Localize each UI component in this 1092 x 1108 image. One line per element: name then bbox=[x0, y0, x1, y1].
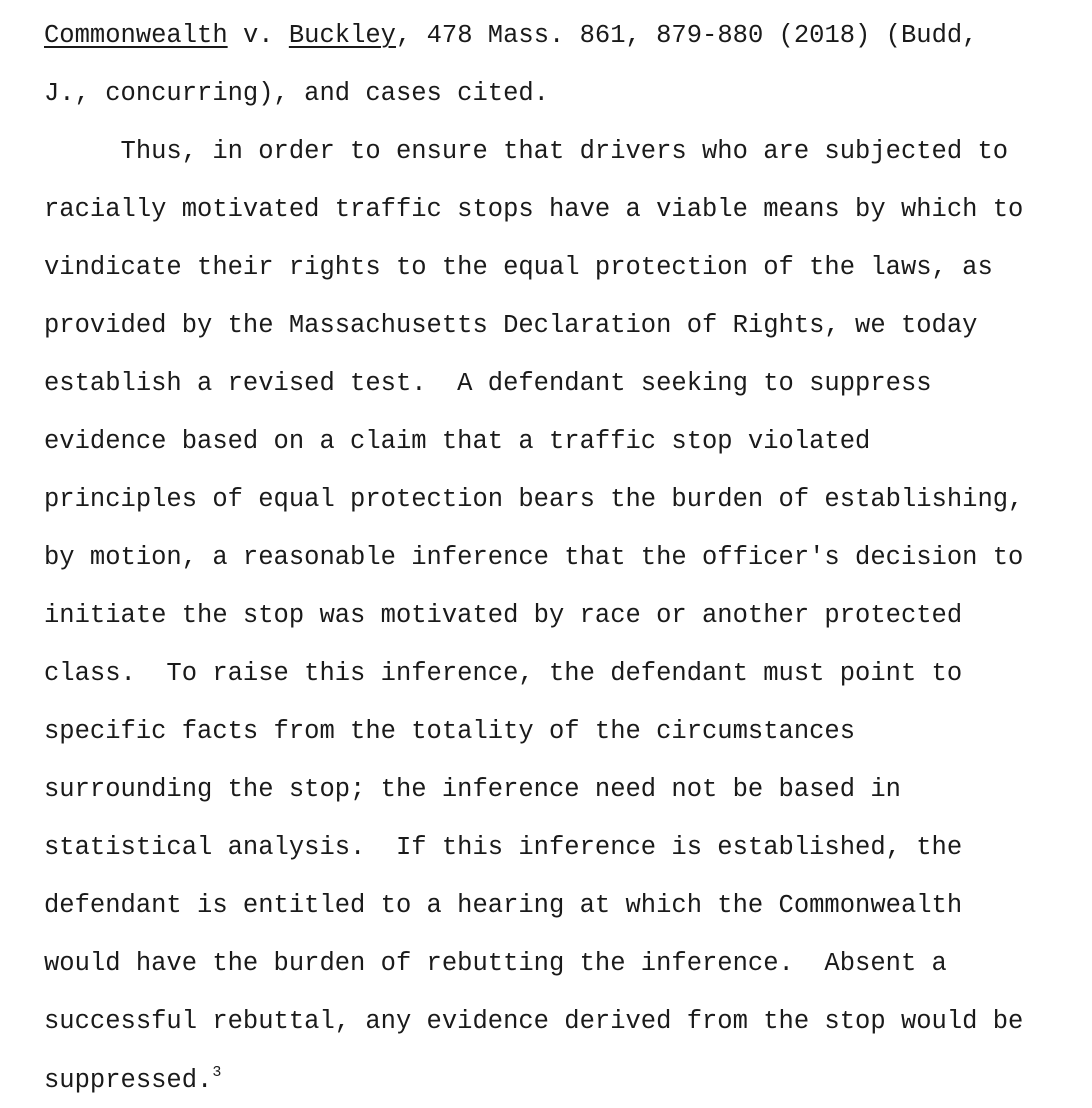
case-name-commonwealth: Commonwealth bbox=[44, 21, 228, 50]
paragraph-line: establish a revised test. A defendant seeking to suppress bbox=[44, 369, 932, 398]
paragraph-line: initiate the stop was motivated by race or another protected bbox=[44, 601, 963, 630]
paragraph-line: class. To raise this inference, the defendant must point to bbox=[44, 659, 963, 688]
citation-versus: v. bbox=[227, 21, 289, 50]
paragraph-line: successful rebuttal, any evidence derived from the stop would be bbox=[44, 1007, 1024, 1036]
paragraph-line: defendant is entitled to a hearing at which the Commonwealth bbox=[44, 891, 963, 920]
paragraph-line: principles of equal protection bears the burden of establishing, bbox=[44, 485, 1024, 514]
paragraph-line: vindicate their rights to the equal protection of the laws, as bbox=[44, 253, 993, 282]
paragraph-line: racially motivated traffic stops have a viable means by which to bbox=[44, 195, 1024, 224]
paragraph-line: by motion, a reasonable inference that the officer's decision to bbox=[44, 543, 1024, 572]
paragraph-last-line bbox=[44, 1066, 221, 1096]
footnote-marker[interactable]: 3 bbox=[212, 1064, 222, 1081]
citation-line-1 bbox=[44, 21, 977, 51]
citation-reference: , 478 Mass. 861, 879-880 (2018) (Budd, bbox=[395, 21, 978, 50]
citation-line-2: J., concurring), and cases cited. bbox=[44, 79, 549, 108]
paragraph-line: specific facts from the totality of the circumstances bbox=[44, 717, 856, 746]
case-name-buckley: Buckley bbox=[288, 21, 396, 50]
paragraph-line: statistical analysis. If this inference is established, the bbox=[44, 833, 963, 862]
paragraph-line: surrounding the stop; the inference need not be based in bbox=[44, 775, 901, 804]
paragraph-line: provided by the Massachusetts Declaration of Rights, we today bbox=[44, 311, 978, 340]
paragraph-line: Thus, in order to ensure that drivers who are subjected to bbox=[44, 137, 1009, 166]
last-line-text: suppressed. bbox=[44, 1066, 213, 1095]
paragraph-line: evidence based on a claim that a traffic stop violated bbox=[44, 427, 871, 456]
paragraph-line: would have the burden of rebutting the inference. Absent a bbox=[44, 949, 947, 978]
